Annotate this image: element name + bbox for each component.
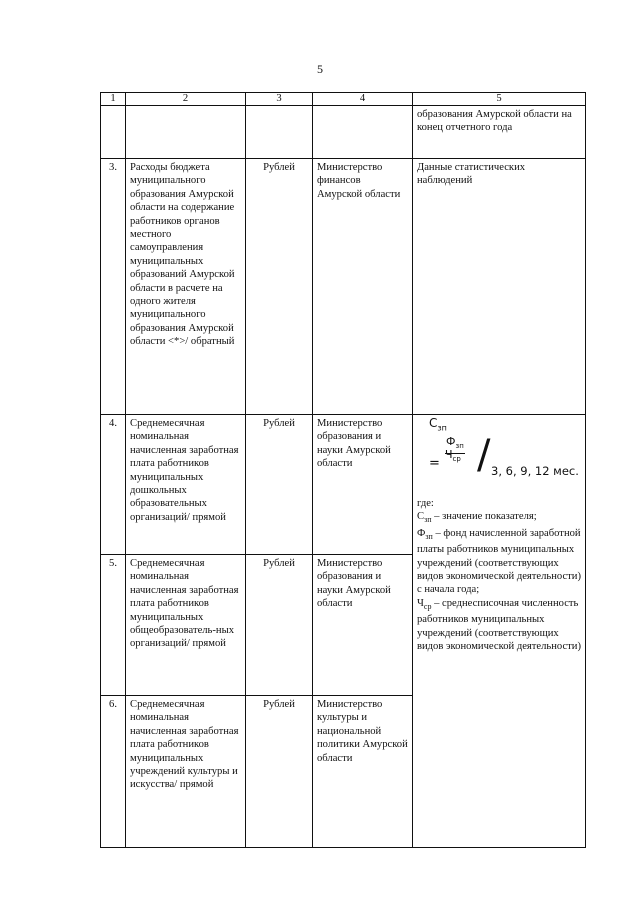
unit-cell: Рублей [246, 415, 313, 555]
table-cell [126, 106, 246, 159]
unit-cell: Рублей [246, 159, 313, 415]
formula-cell [413, 415, 586, 848]
agency-cell: Министерство финансов Амурской области [313, 159, 413, 415]
formula-slash: / [477, 431, 491, 478]
formula-result: $С_{зп}$ [429, 416, 447, 433]
table-row [101, 415, 586, 555]
formula-where: где: [417, 497, 434, 509]
row-number: 4. [101, 415, 126, 555]
indicators-table [100, 92, 586, 848]
source-cell: Данные статистических наблюдений [413, 159, 586, 415]
formula-equals: = [429, 455, 440, 471]
column-header: 3 [246, 93, 313, 106]
column-header: 2 [126, 93, 246, 106]
formula [417, 417, 581, 495]
column-header: 1 [101, 93, 126, 106]
unit-cell: Рублей [246, 555, 313, 696]
formula-denominator: $Ч_{ср}$ [445, 447, 461, 463]
table-row-continuation [101, 106, 586, 159]
indicator-cell: Расходы бюджета муниципального образования Амурской области на содержание работников органов местного самоуправления муниципальных образований Амурской области в расчете на одного жителя муниципального образования Амурской области <*>/ обратный [126, 159, 246, 415]
page-number: 5 [317, 62, 323, 76]
table-cell [101, 106, 126, 159]
row-number: 5. [101, 555, 126, 696]
indicator-cell: Среднемесячная номинальная начисленная заработная плата работников муниципальных дошкольных образовательных организаций/ прямой [126, 415, 246, 555]
column-header: 5 [413, 93, 586, 106]
table-cell [313, 106, 413, 159]
agency-cell: Министерство образования и науки Амурской области [313, 415, 413, 555]
agency-cell: Министерство образования и науки Амурской области [313, 555, 413, 696]
row-number: 6. [101, 696, 126, 848]
formula-numerator: $Ф_{зп}$ [445, 435, 465, 455]
table-header-row [101, 93, 586, 106]
indicator-cell: Среднемесячная номинальная начисленная заработная плата работников муниципальных учреждений культуры и искусства/ прямой [126, 696, 246, 848]
unit-cell: Рублей [246, 696, 313, 848]
agency-cell: Министерство культуры и национальной политики Амурской области [313, 696, 413, 848]
formula-expression [429, 431, 581, 495]
formula-def-c: $С_{зп}$ – значение показателя; [417, 511, 537, 525]
row-number: 3. [101, 159, 126, 415]
column-header: 4 [313, 93, 413, 106]
formula-months: 3, 6, 9, 12 мес. [491, 463, 579, 478]
formula-def-ch: $Ч_{ср}$ – среднесписочная численность работников муниципальных учреждений (соответствующих видов экономической деятельности) [417, 597, 581, 653]
table-cell [246, 106, 313, 159]
formula-def-phi: $Ф_{зп}$ – фонд начисленной заработной платы работников муниципальных учреждений (соответствующих видов экономической деятельности) с начала года; [417, 527, 581, 596]
formula-legend [417, 497, 581, 654]
continuation-cell: образования Амурской области на конец отчетного года [413, 106, 586, 159]
indicator-cell: Среднемесячная номинальная начисленная заработная плата работников муниципальных общеобразователь-ных организаций/ прямой [126, 555, 246, 696]
table-row [101, 159, 586, 415]
